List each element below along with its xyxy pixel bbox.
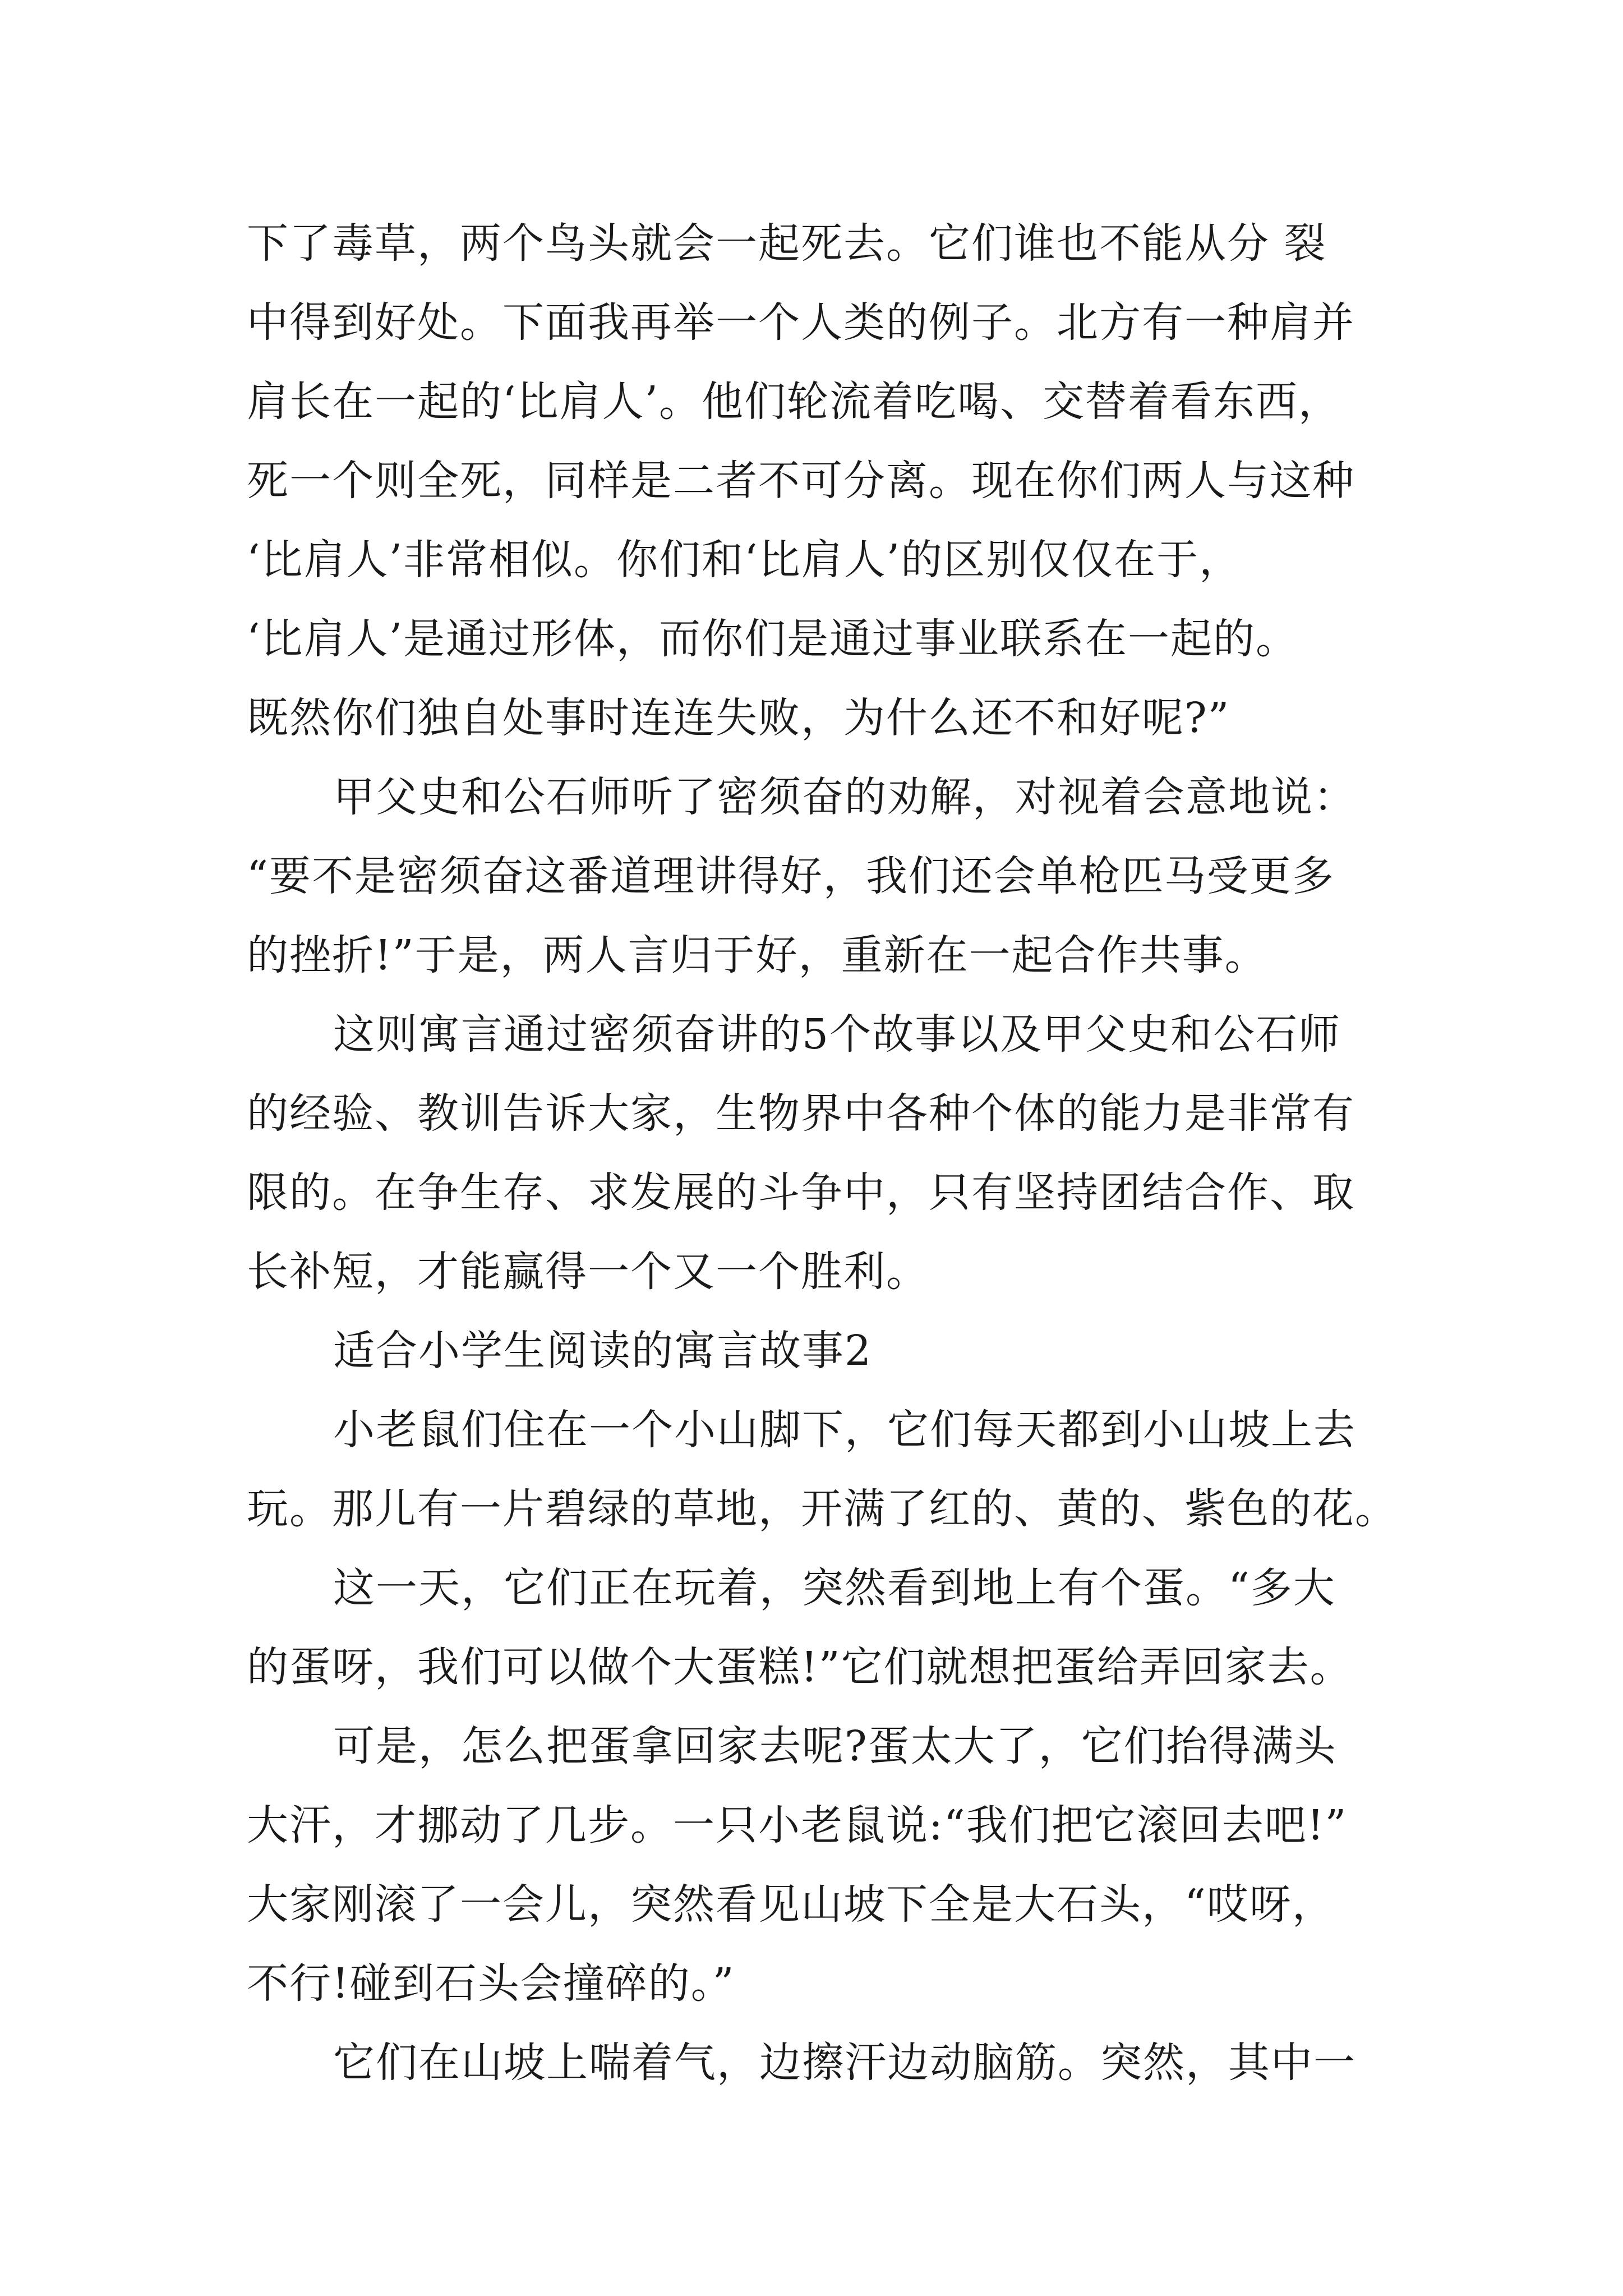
text-line: 长补短，才能赢得一个又一个胜利。 [247,1248,929,1296]
text-line: 下了毒草，两个鸟头就会一起死去。它们谁也不能从分 裂 [247,219,1327,268]
text-line: 的经验、教训告诉大家，生物界中各种个体的能力是非常有 [247,1089,1355,1138]
paragraph-first-line: 这一天，它们正在玩着，突然看到地上有个蛋。“多大 [333,1564,1336,1612]
text-line: ‘比肩人’是通过形体，而你们是通过事业联系在一起的。 [247,615,1299,663]
text-line: 既然你们独自处事时连连失败，为什么还不和好呢?” [247,694,1230,742]
text-line: 玩。那儿有一片碧绿的草地，开满了红的、黄的、紫色的花。 [247,1485,1398,1533]
text-line: 大家刚滚了一会儿，突然看见山坡下全是大石头，“哎呀， [247,1880,1335,1929]
text-line: ‘比肩人’非常相似。你们和‘比肩人’的区别仅仅在于， [247,536,1242,584]
paragraph-first-line: 小老鼠们住在一个小山脚下，它们每天都到小山坡上去 [333,1406,1356,1454]
text-line: 的挫折!”于是，两人言归于好，重新在一起合作共事。 [247,931,1267,979]
text-line: 死一个则全死，同样是二者不可分离。现在你们两人与这种 [247,457,1355,505]
text-line: “要不是密须奋这番道理讲得好，我们还会单枪匹马受更多 [247,852,1335,900]
text-line: 不行!碰到石头会撞碎的。” [247,1959,735,2008]
paragraph-first-line: 甲父史和公石师听了密须奋的劝解，对视着会意地说： [333,773,1356,821]
paragraph-first-line: 可是，怎么把蛋拿回家去呢?蛋太大了，它们抬得满头 [333,1722,1337,1770]
paragraph-first-line: 这则寓言通过密须奋讲的5个故事以及甲父史和公石师 [333,1010,1341,1059]
text-line: 肩长在一起的‘比肩人’。他们轮流着吃喝、交替着看东西， [247,378,1341,426]
text-line: 限的。在争生存、求发展的斗争中，只有坚持团结合作、取 [247,1168,1355,1217]
text-line: 大汗，才挪动了几步。一只小老鼠说:“我们把它滚回去吧!” [247,1801,1348,1849]
text-line: 中得到好处。下面我再举一个人类的例子。北方有一种肩并 [247,298,1355,347]
section-heading: 适合小学生阅读的寓言故事2 [333,1327,873,1375]
paragraph-first-line: 它们在山坡上喘着气，边擦汗边动脑筋。突然，其中一 [333,2039,1356,2087]
text-line: 的蛋呀，我们可以做个大蛋糕!”它们就想把蛋给弄回家去。 [247,1643,1353,1691]
